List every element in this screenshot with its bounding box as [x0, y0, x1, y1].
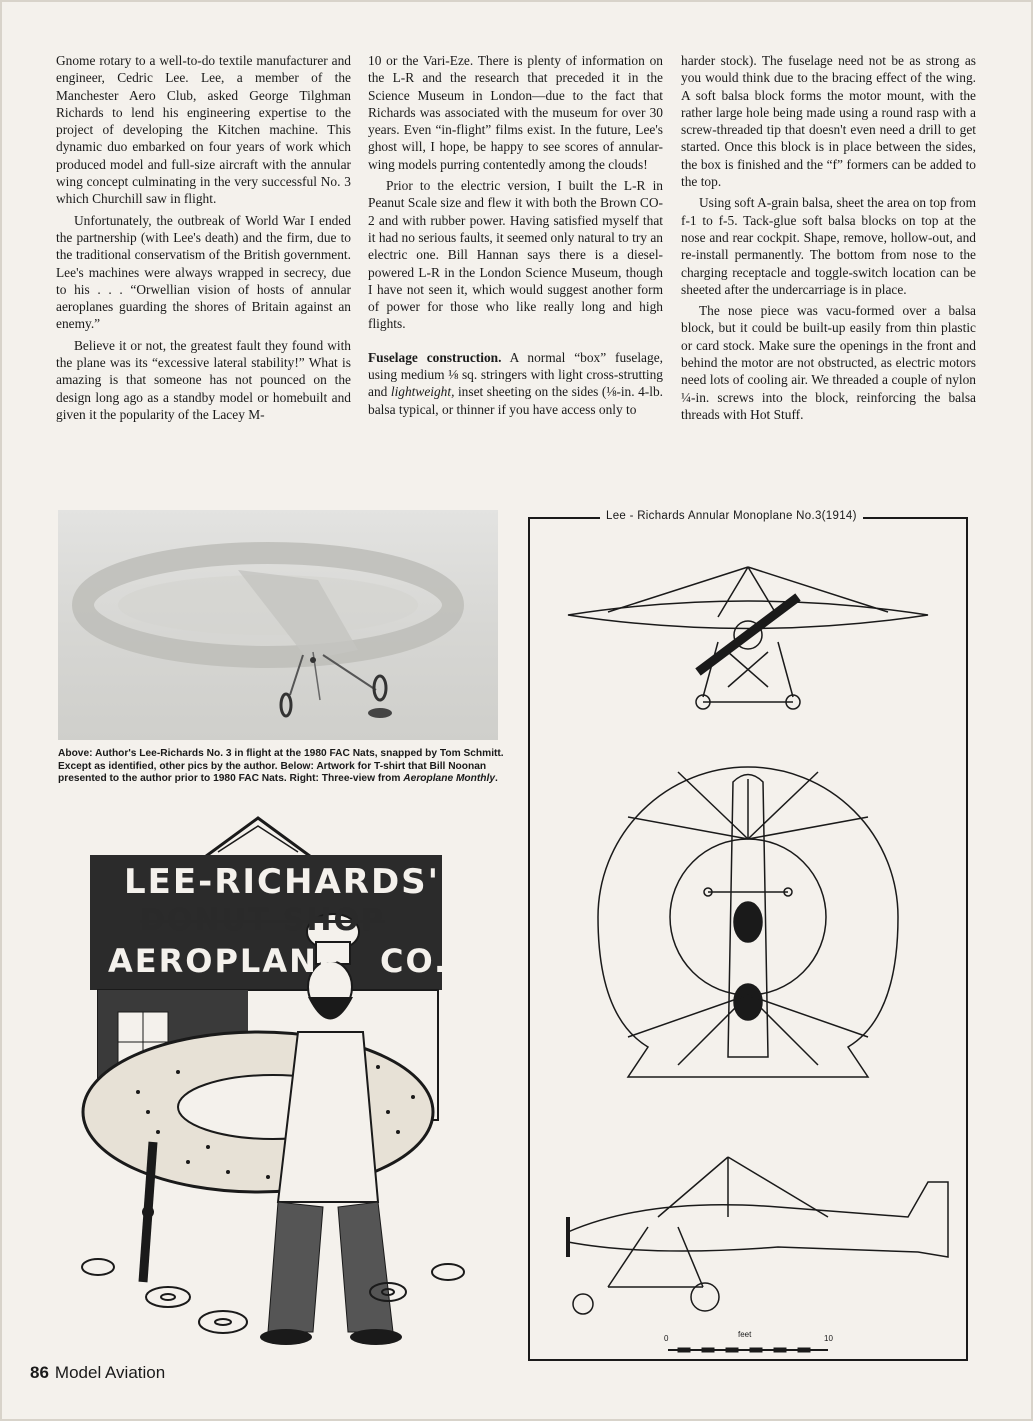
article-column-2 — [368, 52, 663, 422]
paragraph: Unfortunately, the outbreak of World War I ended the partnership (with Lee's death) and the firm, due to the traditional conservatism of the British government. Lee's machines were always wrapped in secrecy, due to his . . . “Orwellian vision of hosts of annular aeroplanes guarding the shores of Britain against an enemy.” — [56, 212, 351, 332]
caption-magazine-title: Aeroplane Monthly — [403, 773, 495, 785]
flight-photo — [58, 510, 498, 740]
sign-line-1: LEE-RICHARDS' — [124, 862, 441, 902]
three-view-title: Lee - Richards Annular Monoplane No.3(1914) — [600, 510, 863, 522]
scale-unit-label: feet — [738, 1330, 752, 1339]
paragraph: harder stock). The fuselage need not be as strong as you would think due to the bracing effect of the wing. A soft balsa block forms the motor mount, with the rather large hole being made using a round rasp with a screw-threaded tip that doesn't even need a drill to get started. Once this block is in place between the sides, the box is finished and the “f” formers can be added to the top. — [681, 53, 976, 190]
paragraph: The nose piece was vacu-formed over a balsa block, but it could be built-up easily from thin plastic or card stock. Make sure the openings in the front and behind the motor are not obstructed, as electric motors need lots of cooling air. We threaded a couple of nylon ¼-in. screws into the block, reinforcing the balsa threads with Hot Stuff. — [681, 303, 976, 422]
paragraph: 10 or the Vari-Eze. There is plenty of information on the L-R and the research that preceded it in the Science Museum in London—due to the fact that Richards was associated with the museum for over 30 years. Even “in-flight” films exist. In the future, Lee's ghost will, I hope, be happy to see scores of annular-wing models purring contentedly among the clouds! — [368, 53, 663, 172]
caption-text: Above: Author's Lee-Richards No. 3 in flight at the 1980 FAC Nats, snapped by Tom Schmitt. Except as identified, other pics by the author. Below: Artwork for T-shirt that Bill Noonan presented to the author prior to 1980 FAC Nats. Right: Three-view from — [58, 748, 504, 785]
plan-view — [598, 767, 898, 1077]
front-view — [568, 567, 928, 709]
paragraph: Believe it or not, the greatest fault they found with the plane was its “excessive lateral stability!” What is amazing is that someone has not pounced on the design long ago as a standby model or homebuilt and given it the popularity of the Lacey M- — [56, 337, 351, 422]
sign-line-3a: AEROPLANE — [108, 942, 342, 980]
paragraph: Using soft A-grain balsa, sheet the area on top from f-1 to f-5. Tack-glue soft balsa blocks on top at the nose and rear cockpit. Shape, remove, hollow-out, and re-install permanently. The bottom from nose to the charging receptacle and toggle-switch location can be sheeted after the undercarriage is in place. — [681, 195, 976, 297]
paragraph: Prior to the electric version, I built the L-R in Peanut Scale size and flew it with both the Brown CO-2 and with rubber power. Having satisfied myself that it had no serious faults, it seemed only natural to try an electric one. Bill Hannan says there is a diesel-powered L-R in the London Science Museum, though I have not seen it, which would suggest another form of power for those who like really long and high flights. — [368, 178, 663, 332]
scale-end-label: 10 — [824, 1334, 833, 1343]
scale-bar — [668, 1348, 828, 1352]
section-text: A normal “box” fuselage, using medium ⅛ sq. stringers with light cross-strutting and — [368, 349, 663, 400]
section-paragraph — [368, 349, 663, 418]
article-column-3 — [681, 52, 976, 427]
section-heading: Fuselage construction. — [368, 349, 502, 365]
scale-start-label: 0 — [664, 1334, 669, 1343]
page-number: 86 — [30, 1363, 49, 1382]
sign-line-3b: CO. — [380, 942, 449, 980]
three-view-drawing — [528, 517, 968, 1361]
magazine-name: Model Aviation — [54, 1363, 166, 1382]
page-footer — [30, 1363, 165, 1383]
article-column-1 — [56, 52, 351, 427]
caption-text-end: . — [495, 773, 498, 785]
paragraph: Gnome rotary to a well-to-do textile manufacturer and engineer, Cedric Lee. Lee, a member of the Manchester Aero Club, asked George Tilghman Richards to lend his engineering expertise to the project of developing the Kitchen machine. This dynamic duo embarked on four years of work which produced model and full-size aircraft with the annular wing concept culminating in the very successful No. 3 which Churchill saw in flight. — [56, 53, 351, 207]
sign-line-2: DONUT SHOP — [140, 903, 385, 938]
emphasis: lightweight, — [390, 384, 455, 400]
side-view — [568, 1157, 948, 1314]
photo-caption — [58, 748, 506, 786]
section-text: inset sheeting on the sides (⅛-in. 4-lb. balsa typical, or thinner if you have access only to — [368, 384, 664, 417]
plane-in-flight-image — [58, 510, 498, 740]
